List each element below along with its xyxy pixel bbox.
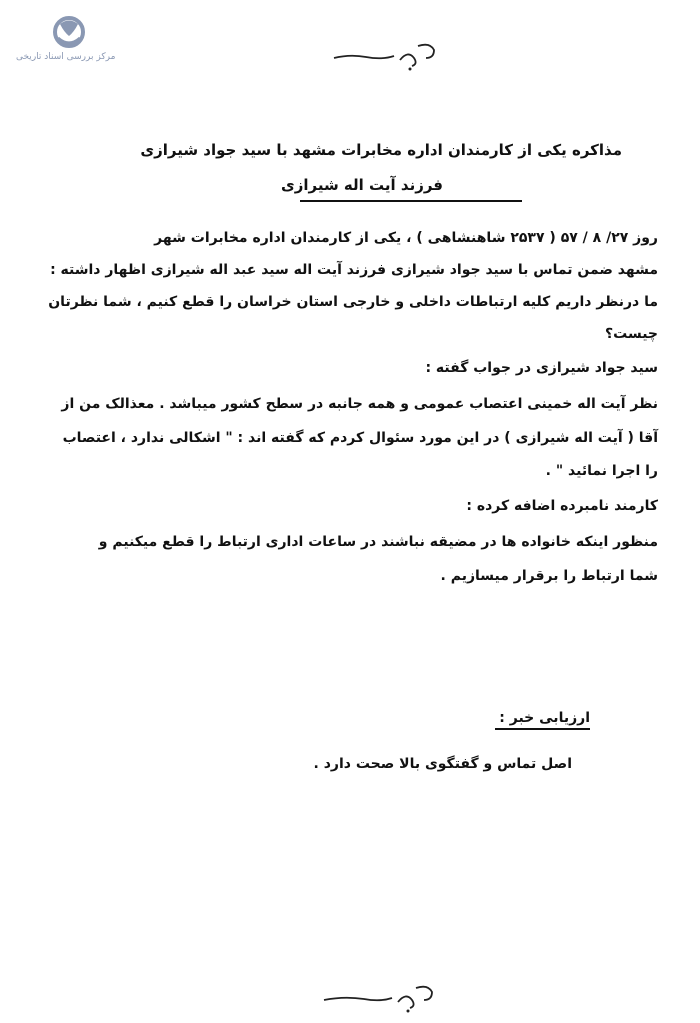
evaluation-heading: ارزیابی خبر :: [499, 710, 590, 726]
document-title: مذاکره یکی از کارمندان اداره مخابرات مشهد با سید جواد شیرازی: [140, 141, 622, 159]
handwritten-mark-icon: [320, 982, 440, 1014]
body-line: مشهد ضمن تماس با سید جواد شیرازی فرزند آیت اله سید عبد اله شیرازی اظهار داشته :: [50, 262, 658, 278]
body-line: آقا ( آیت اله شیرازی ) در این مورد سئوال کردم که گفته اند : " اشکالی ندارد ، اعتصاب: [62, 430, 658, 446]
body-line: منظور اینکه خانواده ها در مضیقه نباشند در ساعات اداری ارتباط را قطع میکنیم و: [98, 534, 658, 550]
evaluation-text: اصل تماس و گفتگوی بالا صحت دارد .: [313, 756, 572, 772]
body-line: ما درنظر داریم کلیه ارتباطات داخلی و خارجی استان خراسان را قطع کنیم ، شما نظرتان: [48, 294, 658, 310]
document-subtitle: فرزند آیت اله شیرازی: [280, 176, 443, 194]
body-line: چیست؟: [605, 326, 658, 342]
body-line: نظر آیت اله خمینی اعتصاب عمومی و همه جانبه در سطح کشور میباشد . معذالک من از: [61, 396, 658, 412]
handwritten-mark-icon: [330, 40, 440, 72]
body-line: سید جواد شیرازی در جواب گفته :: [425, 360, 658, 376]
body-line: شما ارتباط را برقرار میسازیم .: [440, 568, 658, 584]
archive-emblem-icon: [14, 14, 124, 54]
body-line: روز ۲۷/ ۸ / ۵۷ ( ۲۵۳۷ شاهنشاهی ) ، یکی از کارمندان اداره مخابرات شهر: [154, 230, 658, 246]
evaluation-underline: [495, 728, 590, 730]
title-underline: [300, 200, 522, 202]
body-line: کارمند نامبرده اضافه کرده :: [466, 498, 658, 514]
body-line: را اجرا نمائید " .: [545, 463, 658, 479]
logo-caption: مرکز بررسی اسناد تاریخی: [16, 52, 116, 62]
archive-logo: [14, 14, 124, 68]
